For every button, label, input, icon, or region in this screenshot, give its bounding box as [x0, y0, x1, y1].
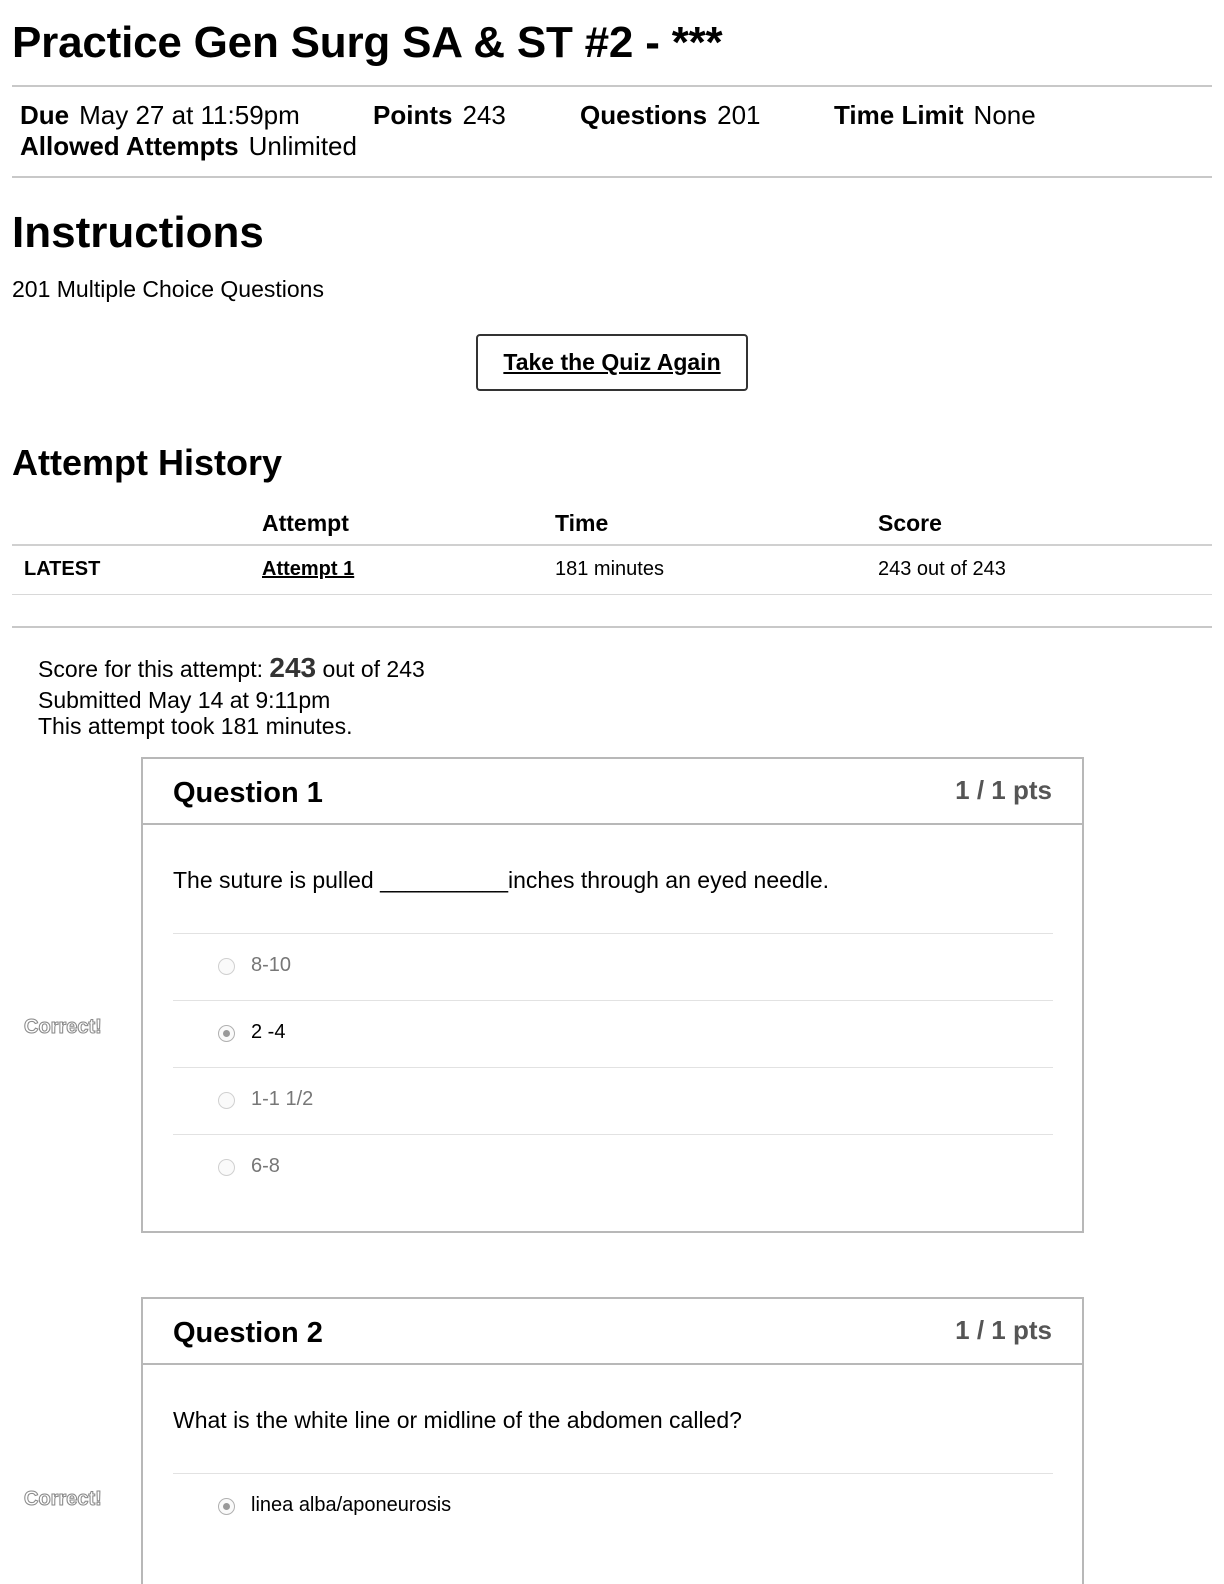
questions-value: 201: [717, 100, 761, 130]
questions-meta: [580, 100, 761, 131]
time-limit-label: Time Limit: [834, 100, 964, 130]
attempt-history-heading: Attempt History: [12, 442, 283, 483]
time-limit-meta: [834, 100, 1036, 131]
score-suffix: out of 243: [322, 656, 425, 682]
score-prefix: Score for this attempt:: [38, 656, 263, 682]
question-title: Question 2: [173, 1317, 323, 1349]
radio-icon[interactable]: [218, 1092, 235, 1109]
instructions-heading: Instructions: [12, 208, 264, 257]
column-header-time: Time: [555, 510, 609, 536]
take-quiz-again-button[interactable]: Take the Quiz Again: [476, 334, 748, 391]
question-text: What is the white line or midline of the abdomen called?: [173, 1407, 742, 1433]
question-header: [143, 1299, 1082, 1365]
attempt-score: 243 out of 243: [878, 558, 1006, 580]
score-value: 243: [269, 652, 317, 683]
column-header-score: Score: [878, 510, 942, 536]
due-meta: [20, 100, 300, 131]
answer-option-selected[interactable]: [173, 1000, 1053, 1067]
quiz-title: Practice Gen Surg SA & ST #2 - ***: [12, 18, 723, 67]
table-divider: [12, 544, 1212, 546]
questions-label: Questions: [580, 100, 708, 130]
attempt-time: 181 minutes: [555, 558, 664, 580]
radio-icon[interactable]: [218, 1159, 235, 1176]
score-summary: [38, 652, 425, 684]
question-card: [141, 1297, 1084, 1584]
due-label: Due: [20, 100, 70, 130]
answer-option[interactable]: [173, 1067, 1053, 1134]
question-points: 1 / 1 pts: [955, 775, 1052, 805]
answer-label: 6-8: [251, 1155, 280, 1177]
answer-label: linea alba/aponeurosis: [251, 1494, 452, 1516]
correct-indicator: [0, 1480, 141, 1520]
duration-text: This attempt took 181 minutes.: [38, 713, 353, 739]
attempts-value: Unlimited: [248, 131, 357, 161]
answer-label: 8-10: [251, 954, 292, 976]
correct-label: Correct!: [24, 1488, 102, 1510]
radio-icon[interactable]: [218, 958, 235, 975]
submitted-text: Submitted May 14 at 9:11pm: [38, 687, 331, 713]
answer-label: 2 -4: [251, 1021, 286, 1043]
answer-option-selected[interactable]: [173, 1473, 1053, 1540]
divider: [12, 626, 1212, 628]
latest-badge: LATEST: [24, 558, 101, 580]
points-meta: [373, 100, 506, 131]
question-title: Question 1: [173, 777, 323, 809]
attempt-1-link[interactable]: Attempt 1: [262, 558, 355, 580]
question-text: The suture is pulled __________inches through an eyed needle.: [173, 867, 829, 893]
time-limit-value: None: [973, 100, 1036, 130]
radio-selected-icon[interactable]: [218, 1025, 235, 1042]
question-card: [141, 757, 1084, 1233]
points-label: Points: [373, 100, 453, 130]
due-value: May 27 at 11:59pm: [79, 100, 300, 130]
points-value: 243: [462, 100, 506, 130]
divider: [12, 85, 1212, 87]
answer-option[interactable]: [173, 1134, 1053, 1201]
column-header-attempt: Attempt: [262, 510, 349, 536]
question-points: 1 / 1 pts: [955, 1315, 1052, 1345]
attempts-label: Allowed Attempts: [20, 131, 239, 161]
instructions-text: 201 Multiple Choice Questions: [12, 276, 324, 302]
table-divider: [12, 594, 1212, 595]
correct-label: Correct!: [24, 1016, 102, 1038]
attempts-meta: [20, 131, 357, 162]
radio-selected-icon[interactable]: [218, 1498, 235, 1515]
question-header: [143, 759, 1082, 825]
answer-option[interactable]: [173, 933, 1053, 1000]
answer-label: 1-1 1/2: [251, 1088, 314, 1110]
correct-indicator: [0, 1008, 141, 1048]
divider: [12, 176, 1212, 178]
